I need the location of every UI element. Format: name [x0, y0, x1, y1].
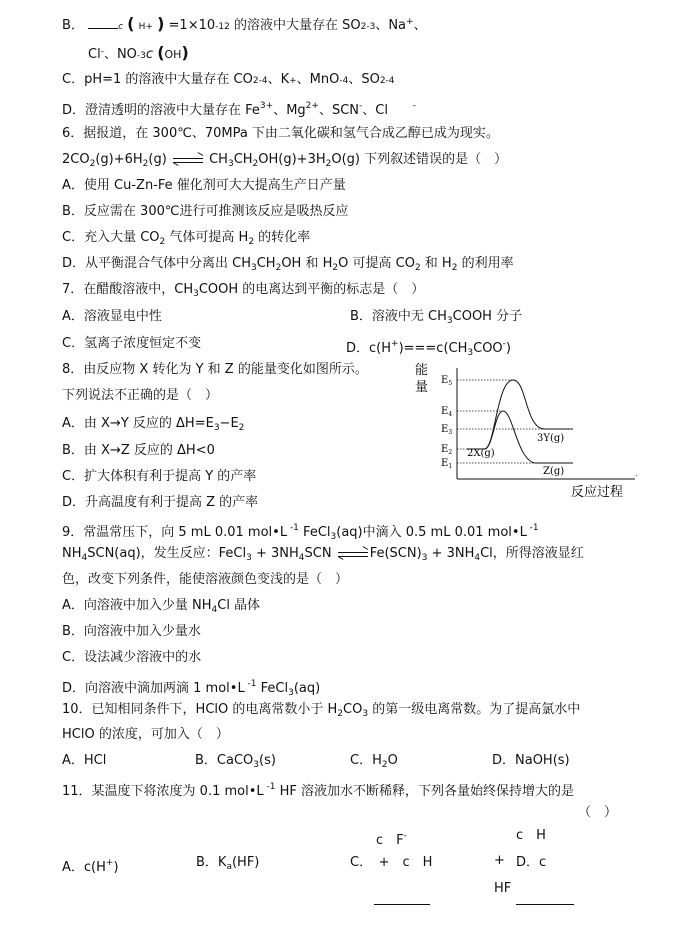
exponent: -1 [244, 679, 257, 689]
ion-charge: + [406, 17, 414, 27]
text: (g)+6H [95, 152, 143, 167]
text: c F [376, 833, 404, 848]
text: C．充入大量 CO [62, 230, 160, 245]
fraction-bar-c [374, 904, 430, 905]
text: D．从平衡混合气体中分离出 CH [62, 256, 251, 271]
h-symbol: H [138, 22, 146, 32]
subscript: 2 [238, 423, 245, 433]
paren: ) [181, 43, 189, 62]
q7-stem [62, 282, 424, 302]
q8-option-c: C．扩大体积有利于提高 Y 的产率 [62, 469, 257, 484]
text: O [350, 18, 361, 33]
q9-stem-line1 [62, 520, 539, 545]
text: CH [233, 152, 253, 167]
text: 、SCN [318, 103, 360, 118]
subscript: 2 [451, 263, 458, 273]
text: O(g) 下列叙述错误的是（ ） [331, 152, 508, 167]
subscript: 3 [227, 159, 234, 169]
text: CH [209, 152, 228, 167]
q11-answer-paren: （ ） [578, 805, 618, 820]
q10-stem-line1 [62, 702, 580, 722]
equilibrium-arrow-icon [173, 155, 203, 165]
q7-option-c: C．氢离子浓度恒定不变 [62, 336, 202, 351]
text: D．向溶液中滴加两滴 1 mol•L [62, 681, 245, 696]
q11-option-d: D．c [516, 855, 547, 870]
subscript: 3 [421, 553, 428, 563]
oh-symbol: OH [164, 48, 182, 61]
text: A．c(H [62, 860, 106, 875]
subscript: 2 [275, 263, 282, 273]
text: 和 H [420, 256, 452, 271]
text: B．CaCO [195, 753, 254, 768]
text: A．由 X→Y 反应的 ΔH=E [62, 416, 214, 431]
text: O [387, 753, 398, 768]
subscript: 2 [159, 237, 166, 247]
text: 、MnO [296, 72, 340, 87]
ion-charge: 2-4 [252, 76, 268, 86]
exponent: -1 [287, 523, 299, 533]
q10-option-b [195, 753, 276, 773]
subscript: 4 [298, 553, 305, 563]
energy-levels [441, 375, 452, 470]
text: ) [113, 860, 119, 875]
text: 9．常温常压下，向 5 mL 0.01 mol•L [62, 525, 288, 540]
text: O [242, 72, 253, 87]
text: ) [505, 341, 511, 356]
text: 的利用率 [457, 256, 514, 271]
q11-stem [62, 779, 574, 800]
q6-equation [62, 152, 507, 172]
text: 、Na [375, 18, 407, 33]
text: (aq)中滴入 0.5 mL 0.01 mol•L [336, 525, 527, 540]
q6-stem: 6．据报道，在 300℃、70MPa 下由二氧化碳和氢气合成乙醇已成为现实。 [62, 126, 499, 141]
ylabel-2: 量 [415, 380, 429, 395]
text: COOH 的电离达到平衡的标志是（ ） [198, 282, 425, 297]
ion-charge: 2-4 [379, 76, 395, 86]
subscript: 2 [248, 237, 255, 247]
e2-label: $E_2$ [441, 444, 453, 456]
subscript: a [226, 862, 232, 872]
subscript: 2 [325, 159, 332, 169]
q5-option-b [62, 14, 427, 35]
subscript: 4 [81, 553, 88, 563]
text: COO [473, 341, 503, 356]
text: B．溶液中无 CH [350, 309, 447, 324]
c-symbol: c [145, 47, 154, 62]
q8-option-d: D．升高温度有利于提高 Z 的产率 [62, 495, 259, 510]
paren: ( [157, 43, 165, 62]
equilibrium-arrow-icon [338, 549, 368, 559]
text: OH 和 H [281, 256, 333, 271]
ion-charge: - [359, 101, 363, 111]
text: A．向溶液中加入少量 NH [62, 598, 212, 613]
text: 气体可提高 H [165, 230, 249, 245]
subscript: 2 [89, 159, 96, 169]
exponent: -1 [263, 782, 276, 792]
text: SCN(aq)，发生反应：FeCl [87, 546, 247, 561]
ion-charge: 2-3 [360, 22, 376, 32]
q11-option-d-plus: + [494, 853, 505, 868]
text: CH [256, 256, 276, 271]
text: C．H [350, 753, 382, 768]
ion-charge: + [105, 858, 114, 868]
paren: ) [157, 14, 165, 33]
text: Cl 晶体 [217, 598, 261, 613]
q11-option-d-denominator: HF [494, 881, 512, 896]
text: B．K [196, 855, 227, 870]
text: 、Mg [273, 103, 306, 118]
ion-charge: -4 [339, 76, 349, 86]
text: (g) [148, 152, 167, 167]
text: 2CO [62, 152, 90, 167]
subscript: 2 [142, 159, 149, 169]
text: CO [343, 702, 363, 717]
q11-option-c: C． + c H [350, 855, 433, 870]
q7-option-a: A．溶液显电中性 [62, 309, 162, 324]
text: 、Cl [362, 103, 388, 118]
subscript: 3 [446, 316, 453, 326]
xlabel: 反应过程 [571, 485, 624, 500]
q10-option-a: A．HCl [62, 753, 107, 768]
text: Fe(SCN) [369, 546, 422, 561]
e3-label: $E_3$ [441, 424, 453, 436]
q6-option-b: B．反应需在 300℃进行可推测该反应是吸热反应 [62, 204, 349, 219]
text: D．c(H [346, 341, 392, 356]
subscript: 3 [193, 289, 199, 299]
text: 7．在醋酸溶液中，CH [62, 282, 194, 297]
q9-option-a [62, 598, 260, 618]
subscript: 3 [213, 423, 220, 433]
text: HF 溶液加水不断稀释，下列各量始终保持增大的是 [275, 784, 574, 799]
text: C．pH=1 的溶液中大量存在 C [62, 72, 243, 87]
q8-stem-2: 下列说法不正确的是（ ） [62, 388, 219, 403]
q8-option-b: B．由 X→Z 反应的 ΔH<0 [62, 443, 215, 458]
e4-label: $E_4$ [441, 406, 453, 418]
c-symbol: c [118, 22, 124, 32]
paren: ( [127, 14, 135, 33]
text: 、SO [348, 72, 380, 87]
label: B． [62, 18, 84, 33]
subscript: 3 [362, 709, 369, 719]
text: OH(g)+3H [258, 152, 326, 167]
subscript: 4 [211, 605, 218, 615]
q11-option-c-numerator [376, 828, 407, 849]
text: D．澄清透明的溶液中大量存在 Fe [62, 103, 260, 118]
text: 、 [413, 18, 427, 33]
text: Cl [88, 47, 101, 62]
text: 10．已知相同条件下，HClO 的电离常数小于 H [62, 702, 338, 717]
text: 的第一级电离常数。为了提高氯水中 [368, 702, 581, 717]
plus-symbol: + [145, 22, 153, 32]
text: 的溶液中大量存在 S [233, 18, 351, 33]
q10-option-d: D．NaOH(s) [492, 753, 570, 768]
text: 11．某温度下将浓度为 0.1 mol•L [62, 784, 264, 799]
ion-charge: - [412, 101, 417, 111]
blank-line [88, 28, 118, 29]
text: (HF) [231, 855, 260, 870]
text: (aq) [293, 681, 321, 696]
text: SCN [304, 546, 332, 561]
ion-charge: + [391, 339, 399, 349]
text: 的转化率 [254, 230, 311, 245]
q9-option-d [62, 676, 320, 701]
text: + 3NH [427, 546, 475, 561]
text: )===c(CH [398, 341, 468, 356]
subscript: 2 [381, 760, 388, 770]
subscript: 2 [414, 263, 421, 273]
text: NH [62, 546, 82, 561]
ion-charge: - [100, 47, 104, 57]
subscript: 3 [467, 348, 474, 358]
q6-option-d [62, 256, 514, 276]
subscript: 3 [246, 553, 252, 563]
q5-option-b-line2 [88, 44, 189, 64]
q9-stem-line2 [62, 546, 584, 566]
label-z: Z(g) [543, 466, 565, 477]
e1-label: $E_1$ [441, 458, 453, 470]
q11-option-a [62, 855, 119, 876]
text: 、NO [103, 47, 137, 62]
text: 、K [267, 72, 290, 87]
text: O 可提高 CO [338, 256, 415, 271]
ion-charge: 2+ [305, 101, 319, 111]
q8-stem: 8．由反应物 X 转化为 Y 和 Z 的能量变化如图所示。 [62, 362, 368, 377]
q9-option-c: C．设法减少溶液中的水 [62, 650, 202, 665]
text: FeCl [256, 681, 289, 696]
text: + 3NH [251, 546, 299, 561]
subscript: 2 [332, 263, 339, 273]
energy-diagram [405, 360, 645, 500]
text: −E [219, 416, 239, 431]
subscript: 3 [288, 688, 294, 698]
q5-option-d [62, 98, 416, 119]
q6-option-a: A．使用 Cu-Zn-Fe 催化剂可大大提高生产日产量 [62, 178, 346, 193]
exponent: -1 [526, 523, 539, 533]
text: FeCl [298, 525, 331, 540]
q8-option-a [62, 416, 244, 436]
subscript: 3 [330, 532, 337, 542]
exponent: -12 [215, 22, 230, 32]
q7-option-b [350, 309, 522, 329]
subscript: 2 [337, 709, 344, 719]
axis-end-mark: . [635, 469, 638, 478]
subscript: 2 [252, 159, 259, 169]
q9-option-b: B．向溶液中加入少量水 [62, 624, 201, 639]
subscript: 3 [251, 263, 257, 273]
fraction-bar-d [516, 904, 574, 905]
q10-option-c [350, 753, 398, 773]
ion-charge: - [403, 831, 407, 841]
ylabel-1: 能 [415, 363, 429, 378]
subscript: 4 [474, 553, 481, 563]
ion-charge: 3+ [259, 101, 274, 111]
text: Cl，所得溶液显红 [480, 546, 584, 561]
ion-charge: + [289, 76, 297, 86]
q11-option-d-numerator: c H [516, 828, 546, 843]
ion-charge: - [502, 339, 506, 349]
q6-option-c [62, 230, 310, 250]
q5-option-c [62, 72, 395, 89]
text: COOH 分子 [452, 309, 523, 324]
label-3y: 3Y(g) [537, 433, 565, 444]
text: (s) [259, 753, 276, 768]
subscript: 3 [253, 760, 260, 770]
q9-stem-line3: 色，改变下列条件，能使溶液颜色变浅的是（ ） [62, 572, 349, 587]
label-2x: 2X(g) [467, 448, 495, 459]
value: =1×10 [168, 18, 216, 33]
ion-charge: -3 [136, 51, 146, 61]
species-labels [467, 433, 564, 477]
q11-option-b [196, 855, 259, 875]
q7-option-d [346, 336, 511, 361]
e5-label: $E_5$ [441, 375, 453, 387]
q10-stem-line2: HClO 的浓度，可加入（ ） [62, 727, 229, 742]
